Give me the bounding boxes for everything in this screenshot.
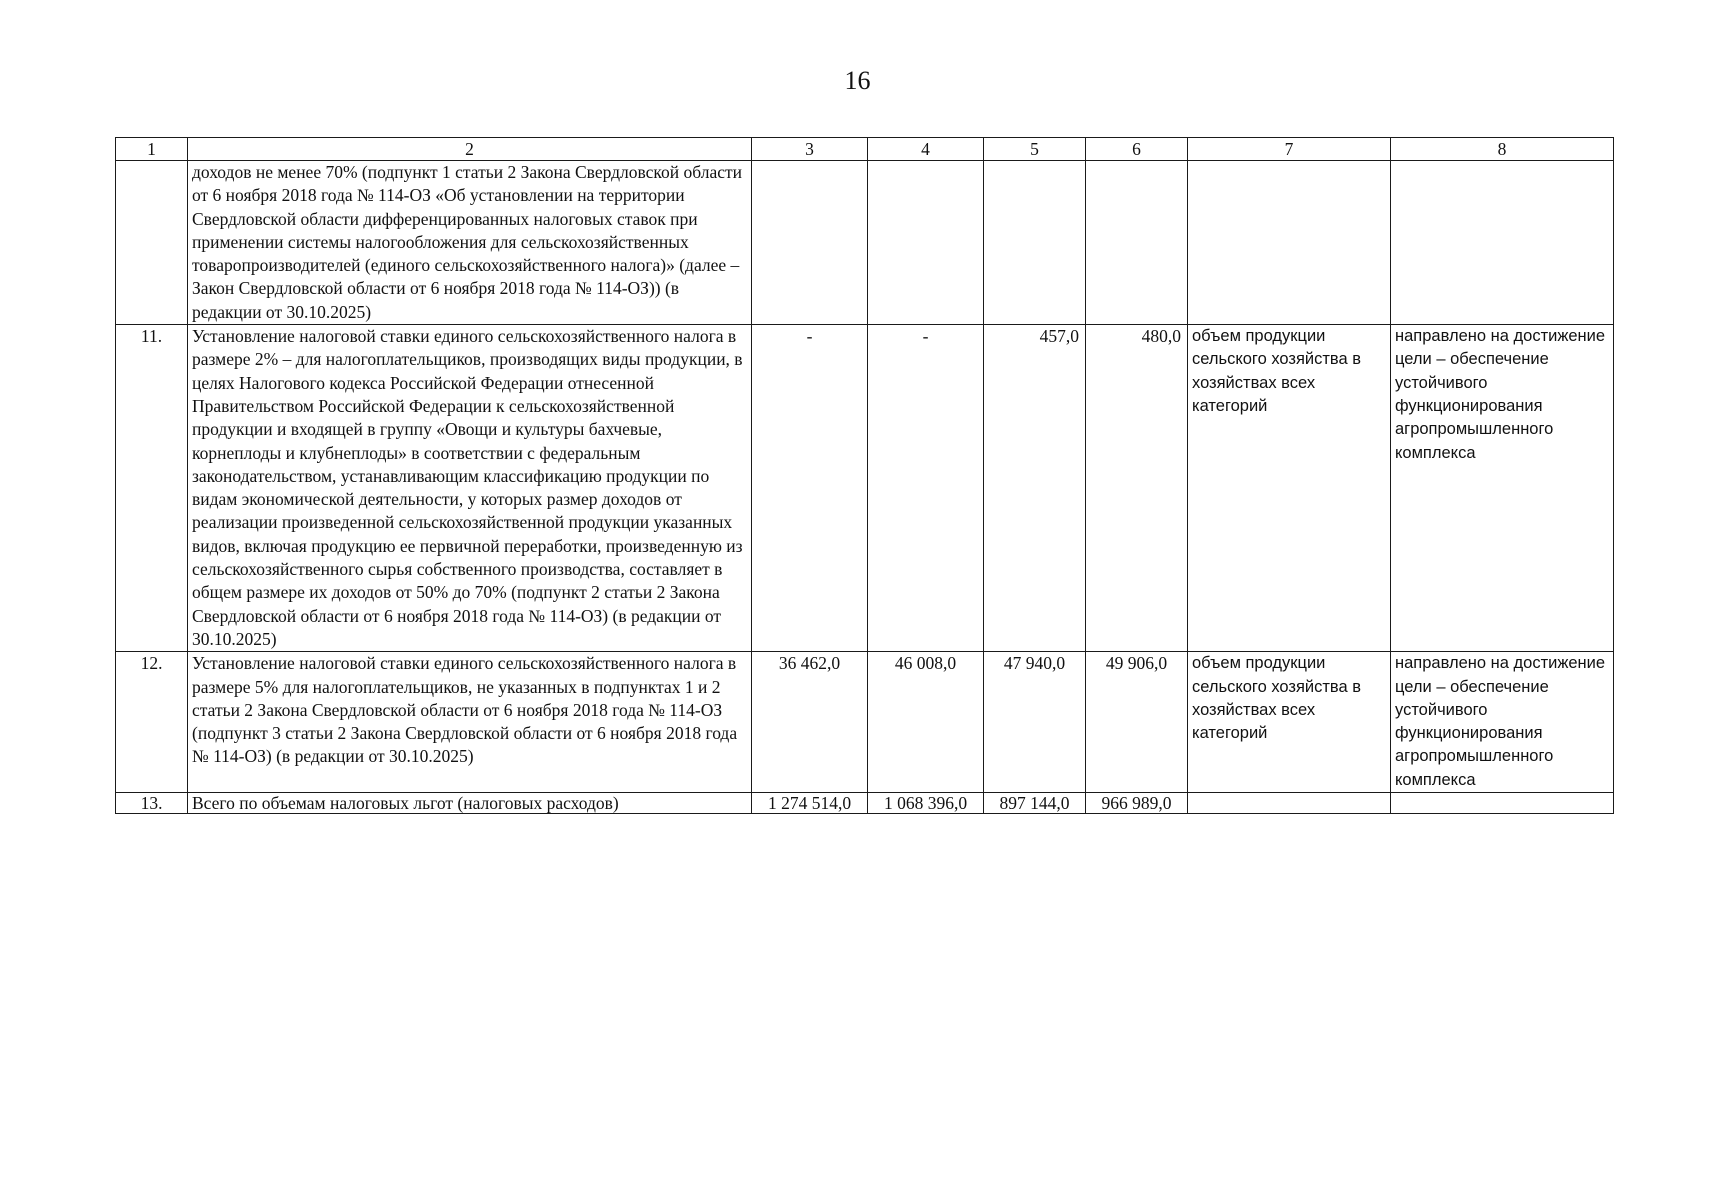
value-col-3: 36 462,0 xyxy=(752,652,868,793)
column-number-header: 6 xyxy=(1086,138,1188,161)
value-col-5: 47 940,0 xyxy=(984,652,1086,793)
indicator-cell xyxy=(1188,793,1391,814)
value-col-6: 49 906,0 xyxy=(1086,652,1188,793)
total-col-5: 897 144,0 xyxy=(984,793,1086,814)
column-number-header: 3 xyxy=(752,138,868,161)
column-number-header: 7 xyxy=(1188,138,1391,161)
purpose-cell: направлено на достижение цели – обеспечение устойчивого функционирования агропромышленного комплекса xyxy=(1391,652,1614,793)
value-col-3: - xyxy=(752,325,868,652)
row-description: доходов не менее 70% (подпункт 1 статьи 2 Закона Свердловской области от 6 ноября 2018 года № 114-ОЗ «Об установлении на территории Свердловской области дифференцированных налоговых ставок при применении системы налогообложения для сельскохозяйственных товаропроизводителей (единого сельскохозяйственного налога)» (далее – Закон Свердловской области от 6 ноября 2018 года № 114-ОЗ)) (в редакции от 30.10.2025) xyxy=(188,161,752,325)
total-col-6: 966 989,0 xyxy=(1086,793,1188,814)
indicator-cell xyxy=(1188,161,1391,325)
tax-expenditure-table xyxy=(115,137,1614,814)
indicator-cell: объем продукции сельского хозяйства в хозяйствах всех категорий xyxy=(1188,325,1391,652)
row-number: 11. xyxy=(116,325,188,652)
value-col-5: 457,0 xyxy=(984,325,1086,652)
row-number: 13. xyxy=(116,793,188,814)
table-row xyxy=(116,161,1614,325)
column-number-row xyxy=(116,138,1614,161)
row-number: 12. xyxy=(116,652,188,793)
value-col-6 xyxy=(1086,161,1188,325)
row-description: Установление налоговой ставки единого сельскохозяйственного налога в размере 2% – для налогоплательщиков, производящих виды продукции, в целях Налогового кодекса Российской Федерации отнесенной Правительством Российской Федерации к сельскохозяйственной продукции и входящей в группу «Овощи и культуры бахчевые, корнеплоды и клубнеплоды» в соответствии с федеральным законодательством, устанавливающим классификацию продукции по видам экономической деятельности, у которых размер доходов от реализации произведенной сельскохозяйственной продукции указанных видов, включая продукцию ее первичной переработки, произведенную из сельскохозяйственного сырья собственного производства, составляет в общем размере их доходов от 50% до 70% (подпункт 2 статьи 2 Закона Свердловской области от 6 ноября 2018 года № 114-ОЗ) (в редакции от 30.10.2025) xyxy=(188,325,752,652)
indicator-cell: объем продукции сельского хозяйства в хозяйствах всех категорий xyxy=(1188,652,1391,793)
page-number: 16 xyxy=(844,66,871,95)
row-number xyxy=(116,161,188,325)
column-number-header: 2 xyxy=(188,138,752,161)
table-row xyxy=(116,652,1614,793)
purpose-cell xyxy=(1391,793,1614,814)
value-col-5 xyxy=(984,161,1086,325)
column-number-header: 5 xyxy=(984,138,1086,161)
value-col-6: 480,0 xyxy=(1086,325,1188,652)
purpose-cell xyxy=(1391,161,1614,325)
row-description: Всего по объемам налоговых льгот (налоговых расходов) xyxy=(188,793,752,814)
value-col-3 xyxy=(752,161,868,325)
column-number-header: 4 xyxy=(868,138,984,161)
table-row xyxy=(116,325,1614,652)
value-col-4 xyxy=(868,161,984,325)
total-col-3: 1 274 514,0 xyxy=(752,793,868,814)
column-number-header: 1 xyxy=(116,138,188,161)
row-description: Установление налоговой ставки единого сельскохозяйственного налога в размере 5% для налогоплательщиков, не указанных в подпунктах 1 и 2 статьи 2 Закона Свердловской области от 6 ноября 2018 года № 114-ОЗ (подпункт 3 статьи 2 Закона Свердловской области от 6 ноября 2018 года № 114-ОЗ) (в редакции от 30.10.2025) xyxy=(188,652,752,793)
value-col-4: - xyxy=(868,325,984,652)
total-col-4: 1 068 396,0 xyxy=(868,793,984,814)
purpose-cell: направлено на достижение цели – обеспечение устойчивого функционирования агропромышленного комплекса xyxy=(1391,325,1614,652)
column-number-header: 8 xyxy=(1391,138,1614,161)
value-col-4: 46 008,0 xyxy=(868,652,984,793)
total-row xyxy=(116,793,1614,814)
